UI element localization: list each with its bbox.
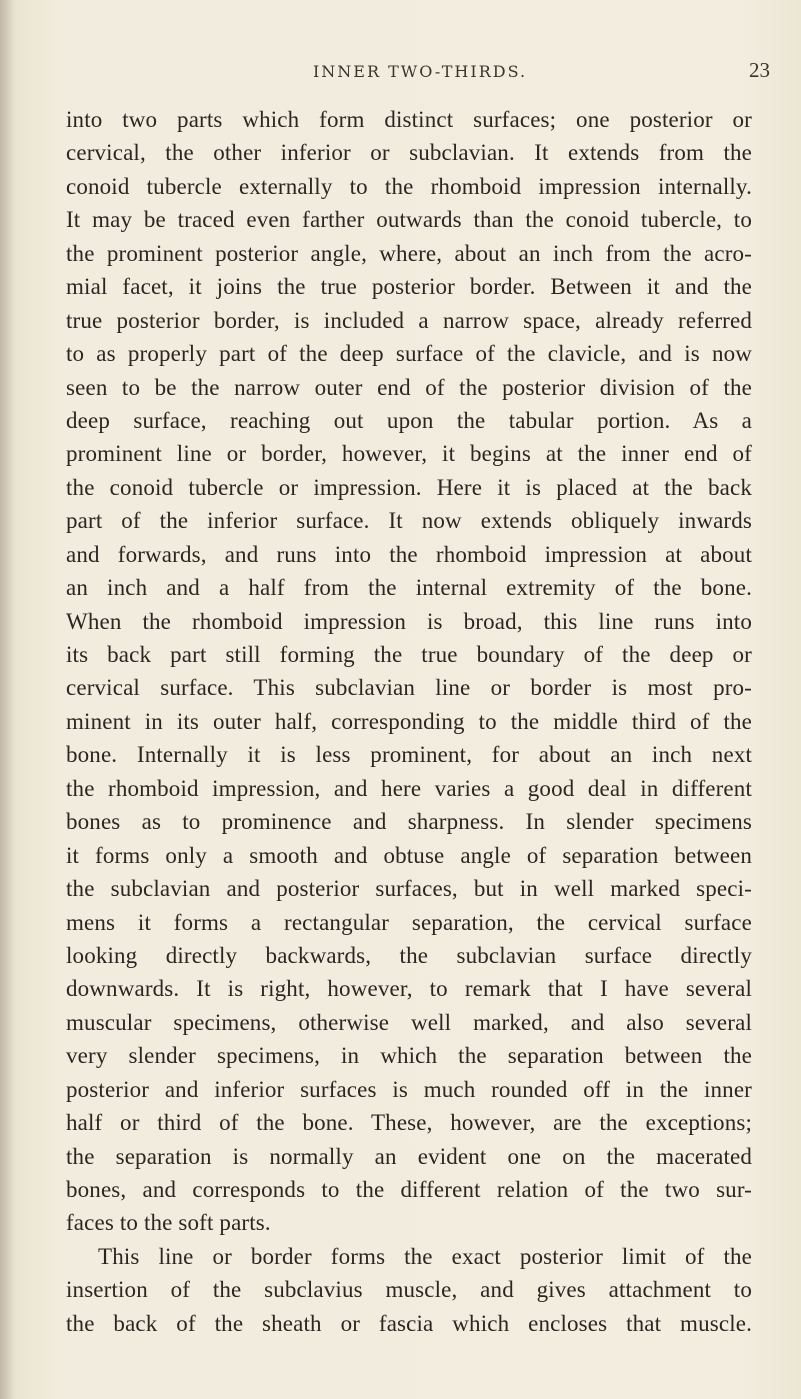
text-line: It may be traced even farther outwards than the conoid tubercle, to [66,207,752,233]
text-line: minent in its outer half, corresponding to the middle third of the [66,708,752,734]
text-line: the prominent posterior angle, where, about an inch from the acro- [66,240,752,266]
text-line: bones as to prominence and sharpness. In slender specimens [66,809,752,835]
text-line: bone. Internally it is less prominent, for about an inch next [66,742,752,768]
text-line: an inch and a half from the internal extremity of the bone. [66,575,752,601]
text-line: the separation is normally an evident one on the macerated [66,1143,752,1169]
text-line: When the rhomboid impression is broad, this line runs into [66,608,752,634]
text-line: prominent line or border, however, it begins at the inner end of [66,441,752,467]
text-line: insertion of the subclavius muscle, and gives attachment to [66,1277,752,1303]
text-line: the back of the sheath or fascia which encloses that muscle. [66,1310,752,1336]
text-line: mens it forms a rectangular separation, the cervical surface [66,909,752,935]
text-line: and forwards, and runs into the rhomboid impression at about [66,541,752,567]
text-line: conoid tubercle externally to the rhomboid impression internally. [66,173,752,199]
text-line: its back part still forming the true boundary of the deep or [66,642,752,667]
text-line: muscular specimens, otherwise well marked, and also several [66,1009,752,1035]
text-line: seen to be the narrow outer end of the posterior division of the [66,374,752,400]
running-head [70,58,770,88]
text-line: the rhomboid impression, and here varies a good deal in different [66,775,752,801]
text-line: cervical, the other inferior or subclavian. It extends from the [66,140,752,166]
text-line: mial facet, it joins the true posterior border. Between it and the [66,274,752,300]
text-line: deep surface, reaching out upon the tabular portion. As a [66,407,752,433]
text-line: the subclavian and posterior surfaces, but in well marked speci- [66,876,752,902]
page-gutter-shadow [0,0,14,1399]
text-line: it forms only a smooth and obtuse angle of separation between [66,842,752,868]
text-line: part of the inferior surface. It now extends obliquely inwards [66,508,752,534]
text-line: posterior and inferior surfaces is much rounded off in the inner [66,1076,752,1102]
text-line: faces to the soft parts. [66,1210,271,1236]
page-number: 23 [749,58,770,82]
text-line: to as properly part of the deep surface of the clavicle, and is now [66,341,752,367]
text-line: looking directly backwards, the subclavian surface directly [66,942,752,968]
text-line-paragraph-start: This line or border forms the exact posterior limit of the [98,1243,752,1269]
text-line: downwards. It is right, however, to remark that I have several [66,976,752,1002]
text-line: bones, and corresponds to the different relation of the two sur- [66,1177,752,1202]
text-line: into two parts which form distinct surfaces; one posterior or [66,107,752,132]
body-text [66,103,752,1340]
text-line: true posterior border, is included a narrow space, already referred [66,307,752,333]
text-line: half or third of the bone. These, however, are the exceptions; [66,1110,752,1136]
text-line: the conoid tubercle or impression. Here it is placed at the back [66,474,752,500]
text-line: cervical surface. This subclavian line or border is most pro- [66,675,752,701]
running-head-title: INNER TWO-THIRDS. [312,62,528,81]
text-line: very slender specimens, in which the separation between the [66,1043,752,1069]
